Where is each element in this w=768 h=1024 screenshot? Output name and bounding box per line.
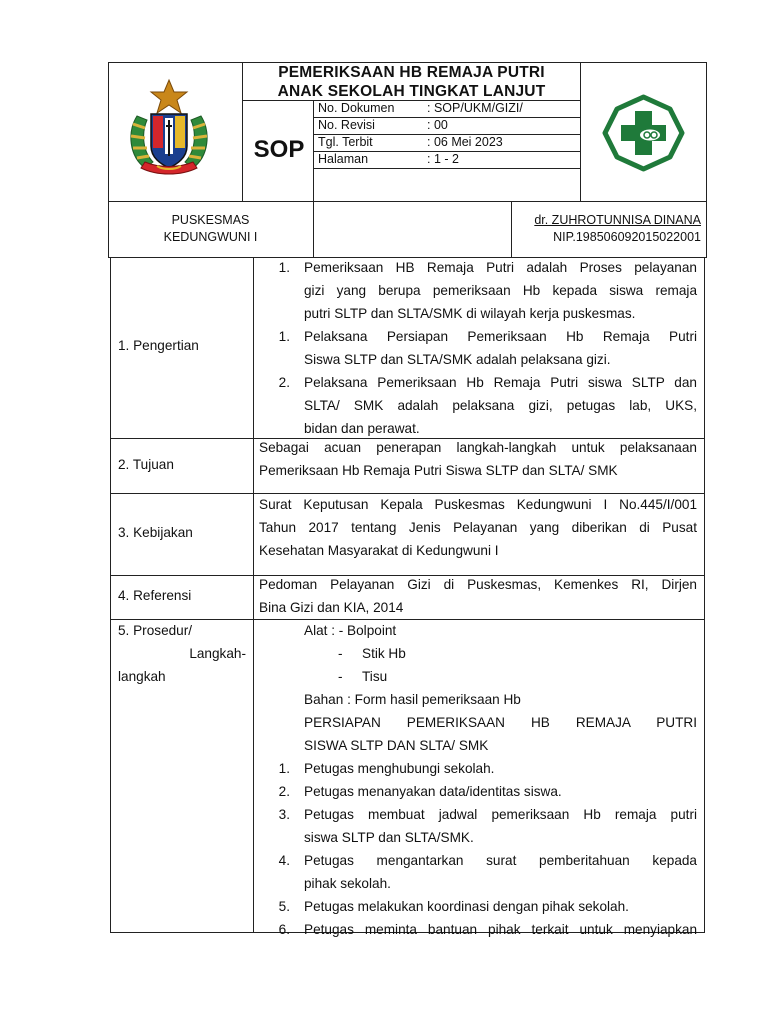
step-line: siswa SLTP dan SLTA/SMK. xyxy=(304,830,474,845)
list-line: gizi yang berupa pemeriksaan Hb kepada siswa remaja xyxy=(304,283,697,298)
step-number: 3. xyxy=(278,807,290,822)
alat-item: Stik Hb xyxy=(362,646,406,661)
meta-label-no-revisi: No. Revisi xyxy=(318,118,375,132)
sop-label: SOP xyxy=(253,136,305,163)
step-number: 6. xyxy=(278,922,290,937)
list-line: bidan dan perawat. xyxy=(304,421,420,436)
list-line: Pelaksana Persiapan Pemeriksaan Hb Remaja Putri xyxy=(304,329,697,344)
text-line: Bina Gizi dan KIA, 2014 xyxy=(259,600,404,615)
section-label-referensi: 4. Referensi xyxy=(118,588,192,603)
section-label-pengertian: 1. Pengertian xyxy=(118,338,199,353)
meta-value-no-revisi: : 00 xyxy=(427,118,448,132)
meta-label-halaman: Halaman xyxy=(318,152,369,166)
puskesmas-cross-logo-icon xyxy=(600,93,687,173)
list-number: 1. xyxy=(278,260,290,275)
list-number: 1. xyxy=(278,329,290,344)
dash-bullet: - xyxy=(338,669,343,684)
list-line: SLTA/ SMK adalah pelaksana gizi, petugas lab, UKS, xyxy=(304,398,697,413)
prosedur-label-line: Langkah- xyxy=(189,646,246,661)
signer-name: dr. ZUHROTUNNISA DINANA xyxy=(534,213,701,227)
step-number: 4. xyxy=(278,853,290,868)
list-number: 2. xyxy=(278,375,290,390)
signer-block xyxy=(511,212,706,246)
step-line: Petugas menghubungi sekolah. xyxy=(304,761,495,776)
step-number: 5. xyxy=(278,899,290,914)
alat-line: Alat : - Bolpoint xyxy=(304,623,397,638)
meta-label-no-dokumen: No. Dokumen xyxy=(318,101,395,115)
step-line: Petugas mengantarkan surat pemberitahuan kepada xyxy=(304,853,697,868)
org-name xyxy=(108,212,313,246)
title-line-2: ANAK SEKOLAH TINGKAT LANJUT xyxy=(277,83,546,100)
step-line: Petugas meminta bantuan pihak terkait untuk menyiapkan xyxy=(304,922,697,937)
step-line: pihak sekolah. xyxy=(304,876,391,891)
list-line: putri SLTP dan SLTA/SMK di wilayah kerja puskesmas. xyxy=(304,306,636,321)
meta-value-halaman: : 1 - 2 xyxy=(427,152,459,166)
persiapan-heading: SISWA SLTP DAN SLTA/ SMK xyxy=(304,738,489,753)
section-label-tujuan: 2. Tujuan xyxy=(118,457,174,472)
text-line: Kesehatan Masyarakat di Kedungwuni I xyxy=(259,543,499,558)
document-title xyxy=(243,63,580,101)
meta-value-no-dokumen: : SOP/UKM/GIZI/ xyxy=(427,101,523,115)
regency-emblem-icon xyxy=(123,76,215,180)
alat-item: Tisu xyxy=(362,669,388,684)
org-line-2: KEDUNGWUNI I xyxy=(163,230,258,244)
title-line-1: PEMERIKSAAN HB REMAJA PUTRI xyxy=(278,64,545,81)
prosedur-label-line: langkah xyxy=(118,669,166,684)
persiapan-heading: PERSIAPAN PEMERIKSAAN HB REMAJA PUTRI xyxy=(304,715,697,730)
prosedur-label-line: 5. Prosedur/ xyxy=(118,623,193,638)
signer-nip: NIP.198506092015022001 xyxy=(553,230,701,244)
step-number: 1. xyxy=(278,761,290,776)
list-line: Pelaksana Pemeriksaan Hb Remaja Putri siswa SLTP dan xyxy=(304,375,697,390)
dash-bullet: - xyxy=(338,646,343,661)
list-line: Pemeriksaan HB Remaja Putri adalah Proses pelayanan xyxy=(304,260,697,275)
text-line: Surat Keputusan Kepala Puskesmas Kedungwuni I No.445/I/001 xyxy=(259,497,697,512)
step-number: 2. xyxy=(278,784,290,799)
section-label-kebijakan: 3. Kebijakan xyxy=(118,525,193,540)
bahan-line: Bahan : Form hasil pemeriksaan Hb xyxy=(304,692,521,707)
step-line: Petugas membuat jadwal pemeriksaan Hb remaja putri xyxy=(304,807,697,822)
text-line: Sebagai acuan penerapan langkah-langkah untuk pelaksanaan xyxy=(259,440,697,455)
step-line: Petugas melakukan koordinasi dengan pihak sekolah. xyxy=(304,899,629,914)
meta-value-tgl-terbit: : 06 Mei 2023 xyxy=(427,135,503,149)
org-line-1: PUSKESMAS xyxy=(171,213,250,227)
text-line: Tahun 2017 tentang Jenis Pelayanan yang diberikan di Pusat xyxy=(259,520,697,535)
list-line: Siswa SLTP dan SLTA/SMK adalah pelaksana gizi. xyxy=(304,352,611,367)
meta-label-tgl-terbit: Tgl. Terbit xyxy=(318,135,373,149)
step-line: Petugas menanyakan data/identitas siswa. xyxy=(304,784,562,799)
text-line: Pemeriksaan Hb Remaja Putri Siswa SLTP dan SLTA/ SMK xyxy=(259,463,618,478)
text-line: Pedoman Pelayanan Gizi di Puskesmas, Kemenkes RI, Dirjen xyxy=(259,577,697,592)
